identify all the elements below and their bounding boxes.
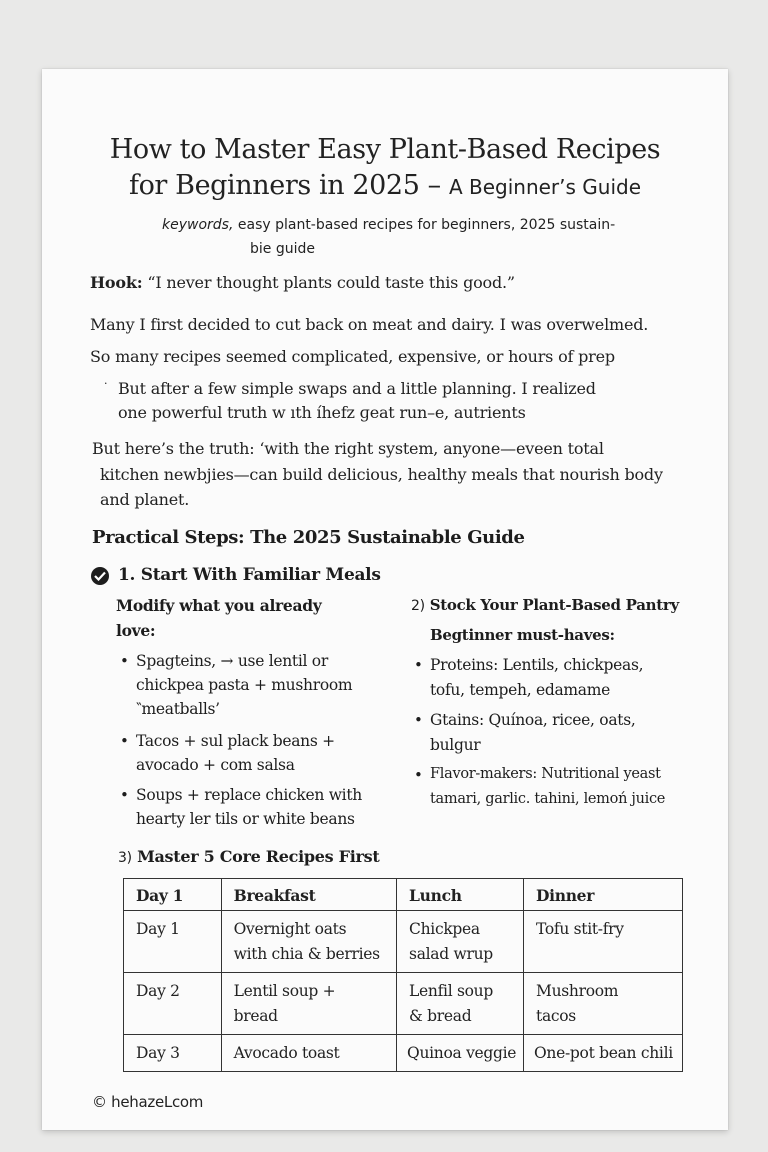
bullet-icon: • xyxy=(414,766,423,784)
table-row xyxy=(124,973,683,1035)
keywords-label: keywords, xyxy=(162,217,234,233)
step2-item-2-line2: bulgur xyxy=(430,736,481,754)
table-header-row xyxy=(124,879,683,911)
page-title xyxy=(42,131,728,169)
step2-item-2-line1: Gtains: Quínoa, ricee, oats, xyxy=(430,711,636,729)
bullet-icon: · xyxy=(104,377,108,390)
table-cell-lunch: Chickpea salad wrup xyxy=(397,911,524,973)
table-cell-dinner: One-pot bean chili xyxy=(524,1035,683,1072)
hook-quote: “I never thought plants could taste this good.” xyxy=(142,273,515,292)
table-cell-breakfast: Lentil soup + bread xyxy=(221,973,396,1035)
step1-item-3-line2: hearty ler tils or white beans xyxy=(136,810,355,828)
step1-item-3-line1: Soups + replace chicken with xyxy=(136,786,362,804)
step2-heading xyxy=(411,596,679,614)
step2-item-3-line1: Flavor-makers: Nutritional yeast xyxy=(430,766,661,782)
table-header-dinner: Dinner xyxy=(524,879,683,911)
table-header-lunch: Lunch xyxy=(397,879,524,911)
table-cell-breakfast: Overnight oats with chia & berries xyxy=(221,911,396,973)
title-line1: How to Master Easy Plant-Based Recipes xyxy=(109,134,661,165)
table-cell-day: Day 2 xyxy=(124,973,222,1035)
hook-label: Hook: xyxy=(90,273,143,292)
step1-item-2-line1: Tacos + sul plack beans + xyxy=(136,732,335,750)
table-header-breakfast: Breakfast xyxy=(221,879,396,911)
step3-title: Master 5 Core Recipes First xyxy=(137,847,380,866)
step3-number: 3) xyxy=(118,850,132,866)
step1-item-1-line1: Spagteins, → use lentil or xyxy=(136,652,328,670)
intro-paragraph-4-line2: kitchen newbjies—can build delicious, healthy meals that nourish body xyxy=(100,465,663,484)
check-circle-icon xyxy=(91,567,109,585)
intro-paragraph-1: Many I first decided to cut back on meat and dairy. I was overwelmed. xyxy=(90,315,649,334)
step1-subheading-line1: Modify what you already xyxy=(116,596,322,615)
bullet-icon: • xyxy=(120,652,129,670)
step2-item-1-line1: Proteins: Lentils, chickpeas, xyxy=(430,656,644,674)
step2-title: Stock Your Plant-Based Pantry xyxy=(429,596,679,614)
table-row xyxy=(124,1035,683,1072)
keywords-line1: keywords, easy plant-based recipes for beginners, 2025 sustain- xyxy=(162,217,616,233)
step1-item-2-line2: avocado + com salsa xyxy=(136,756,295,774)
table-cell-lunch: Lenfil soup & bread xyxy=(397,973,524,1035)
table-cell-breakfast: Avocado toast xyxy=(221,1035,396,1072)
document-card xyxy=(42,69,728,1130)
bullet-icon: • xyxy=(120,732,129,750)
intro-paragraph-3-line1: But after a few simple swaps and a little planning. I realized xyxy=(118,379,596,398)
title-line2-main: for Beginners in 2025 – xyxy=(128,170,449,201)
step3-heading xyxy=(118,847,379,866)
table-cell-dinner: Mushroom tacos xyxy=(524,973,683,1035)
table-row xyxy=(124,911,683,973)
footer-credit: © hehazeLcom xyxy=(92,1093,204,1111)
section-heading: Practical Steps: The 2025 Sustainable Guide xyxy=(92,527,525,548)
step1-item-1-line3: ‶meatballs’ xyxy=(136,700,220,718)
table-header-day: Day 1 xyxy=(124,879,222,911)
step2-number: 2) xyxy=(411,598,425,614)
table-cell-lunch: Quinoa veggie xyxy=(397,1035,524,1072)
bullet-icon: • xyxy=(414,656,423,674)
meal-plan-table xyxy=(123,878,683,1072)
step2-subheading: Begtinner must-haves: xyxy=(430,626,615,644)
intro-paragraph-2: So many recipes seemed complicated, expensive, or hours of prep xyxy=(90,347,615,366)
table-cell-dinner: Tofu stit-fry xyxy=(524,911,683,973)
bullet-icon: • xyxy=(414,711,423,729)
title-subtitle: A Beginner’s Guide xyxy=(448,175,642,199)
intro-paragraph-3-line2: one powerful truth w ıth íhefz ɡeat run–e, autrients xyxy=(118,403,526,422)
bullet-icon: • xyxy=(120,786,129,804)
step1-subheading-line2: love: xyxy=(116,621,156,640)
table-cell-day: Day 1 xyxy=(124,911,222,973)
step1-heading: 1. Start With Familiar Meals xyxy=(118,565,381,585)
step2-item-3-line2: tamari, garlic. tahini, lemoń juice xyxy=(430,791,666,807)
step2-item-1-line2: tofu, tempeh, edamame xyxy=(430,681,611,699)
step1-item-1-line2: chickpea pasta + mushroom xyxy=(136,676,353,694)
keywords-line2: bie guide xyxy=(250,241,315,257)
page-title-line2 xyxy=(42,167,728,206)
intro-paragraph-4-line3: and planet. xyxy=(100,490,190,509)
intro-paragraph-4-line1: But here’s the truth: ‘with the right system, anyone—eveen total xyxy=(92,439,604,458)
hook xyxy=(90,273,515,292)
table-cell-day: Day 3 xyxy=(124,1035,222,1072)
